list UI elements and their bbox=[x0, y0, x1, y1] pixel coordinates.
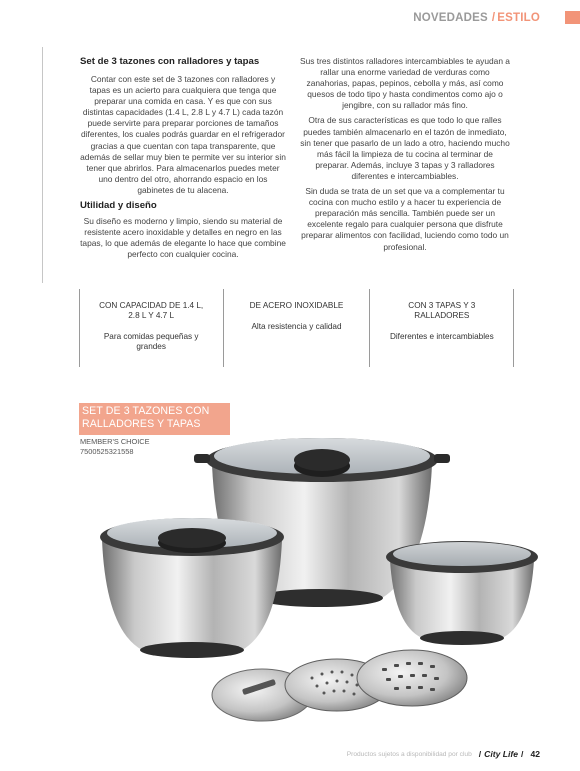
product-badge: SET DE 3 TAZONES CON RALLADORES Y TAPAS bbox=[79, 403, 230, 435]
page-number: 42 bbox=[530, 749, 540, 759]
feature-subtitle: Alta resistencia y calidad bbox=[251, 322, 342, 331]
article-paragraph: Sin duda se trata de un set que va a complementar tu cocina con mucho estilo y a hacer tu experiencia de preparación más sencilla. También puede ser un excelente regalo para cualquier persona que disfrute preparar alimentos con facilidad, luciendo como todo un profesional. bbox=[301, 186, 509, 252]
article-right-column bbox=[300, 56, 510, 257]
page-header bbox=[413, 10, 540, 26]
grater-discs bbox=[212, 650, 467, 721]
footer-note: Productos sujetos a disponibilidad por club bbox=[346, 750, 472, 758]
product-brand: MEMBER'S CHOICE bbox=[80, 437, 150, 446]
product-sku: 7500525321558 bbox=[80, 447, 134, 456]
feature-accessories bbox=[369, 289, 514, 367]
footer-slash: / bbox=[521, 749, 524, 759]
feature-strip bbox=[79, 289, 514, 367]
feature-subtitle: Para comidas pequeñas y grandes bbox=[103, 332, 199, 351]
article-paragraph: Sus tres distintos ralladores intercambiables te ayudan a rallar una enorme variedad de verduras como zanahorias, papas, pepinos, cebolla y más, así como quesos de todo tipo y hasta condimentos como ajo o jengibre, con su rallador más fino. bbox=[300, 56, 510, 111]
small-bowl bbox=[386, 541, 538, 645]
feature-subtitle: Diferentes e intercambiables bbox=[389, 332, 494, 341]
footer-slash: / bbox=[478, 749, 482, 759]
header-slash: / bbox=[491, 12, 496, 24]
article-paragraph: Otra de sus características es que todo lo que ralles puedes también almacenarlo en el tazón de inmediato, sin tener que pasarlo de un lado a otro, haciendo mucho más fácil la limpieza de tu cocina al terminar de preparar. Además, incluye 3 tapas y 3 ralladores diferentes e intercambiables. bbox=[300, 115, 510, 181]
feature-material bbox=[223, 289, 368, 367]
feature-title: CON 3 TAPAS Y 3 RALLADORES bbox=[408, 301, 476, 320]
article-paragraph: Su diseño es moderno y limpio, siendo su material de resistente acero inoxidable y detalles en negro en las tapas, lo que además de elegante lo hace que combine perfecto con cualquier cocina. bbox=[80, 216, 286, 260]
page-footer bbox=[347, 749, 540, 759]
category-label: ESTILO bbox=[497, 12, 540, 24]
article-title: Set de 3 tazones con ralladores y tapas bbox=[80, 56, 260, 67]
feature-capacity bbox=[79, 289, 223, 367]
product-photo bbox=[82, 420, 542, 738]
article-paragraph: Contar con este set de 3 tazones con ralladores y tapas es un acierto para cualquiera que tenga que preparar una comida en casa. Y es que con sus distintas capacidades (1.4 L, 2.8 L y 4.7 L) cada tazón puede servirte para preparar porciones de tamaños diferentes, los cuales podrás guardar en el refrigerador gracias a que cuentan con tapa transparente, que además de sellar muy bien te permite ver su interior sin tener que abrirlos. Para almacenarlos puedes meter uno dentro del otro, ahorrando espacio en los gabinetes de tu alacena. bbox=[80, 74, 286, 195]
feature-title: DE ACERO INOXIDABLE bbox=[249, 301, 344, 310]
medium-bowl bbox=[100, 518, 284, 658]
magazine-name: City Life bbox=[484, 749, 519, 759]
feature-title: CON CAPACIDAD DE 1.4 L, 2.8 L Y 4.7 L bbox=[99, 301, 204, 320]
section-label: NOVEDADES bbox=[413, 12, 488, 24]
header-color-tab bbox=[565, 11, 580, 24]
article-left-column bbox=[80, 56, 286, 264]
article-subtitle: Utilidad y diseño bbox=[80, 200, 157, 212]
margin-rule bbox=[42, 47, 43, 283]
